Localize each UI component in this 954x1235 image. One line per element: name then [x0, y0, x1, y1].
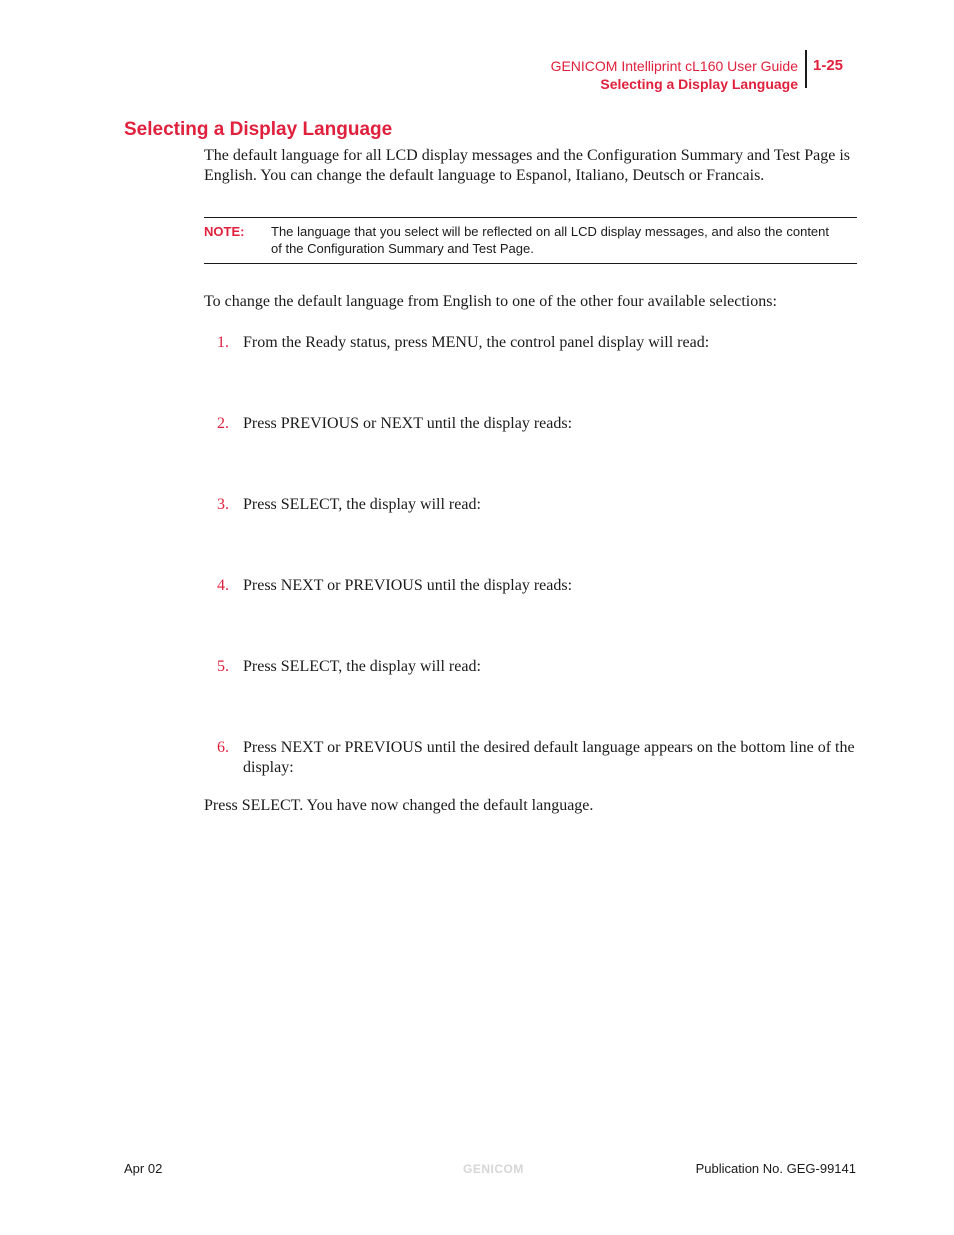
header-guide-title: GENICOM Intelliprint cL160 User Guide — [550, 58, 798, 74]
step-text: From the Ready status, press MENU, the control panel display will read: — [243, 334, 710, 351]
intro-paragraph: The default language for all LCD display messages and the Configuration Summary and Test Page is English. You can change the default language to Espanol, Italiano, Deutsch or Francais. — [204, 147, 850, 184]
note-text: The language that you select will be reflected on all LCD display messages, and also the content of the Configuration Summary and Test Page. — [271, 224, 829, 256]
step-text: Press PREVIOUS or NEXT until the display reads: — [243, 415, 573, 432]
step-number: 6. — [217, 739, 229, 756]
step-number: 2. — [217, 415, 229, 432]
step-number: 1. — [217, 334, 229, 351]
footer-date: Apr 02 — [124, 1161, 163, 1176]
step-text: Press NEXT or PREVIOUS until the display reads: — [243, 577, 573, 594]
closing-paragraph: Press SELECT. You have now changed the default language. — [204, 797, 594, 814]
step-text: Press NEXT or PREVIOUS until the desired default language appears on the bottom line of the display: — [243, 739, 855, 776]
running-header — [551, 57, 798, 93]
note-box — [204, 217, 857, 264]
header-divider — [805, 50, 807, 88]
footer-logo: GENICOM — [463, 1162, 524, 1176]
step-text: Press SELECT, the display will read: — [243, 496, 481, 513]
lead-in-paragraph: To change the default language from English to one of the other four available selections: — [204, 293, 777, 310]
section-title: Selecting a Display Language — [124, 119, 393, 140]
page-number: 1-25 — [813, 57, 844, 74]
step-number: 4. — [217, 577, 229, 594]
header-section-name: Selecting a Display Language — [600, 76, 798, 92]
note-label: NOTE: — [204, 224, 245, 239]
step-number: 5. — [217, 658, 229, 675]
step-text: Press SELECT, the display will read: — [243, 658, 481, 675]
footer-publication: Publication No. GEG-99141 — [695, 1161, 856, 1176]
step-number: 3. — [217, 496, 229, 513]
